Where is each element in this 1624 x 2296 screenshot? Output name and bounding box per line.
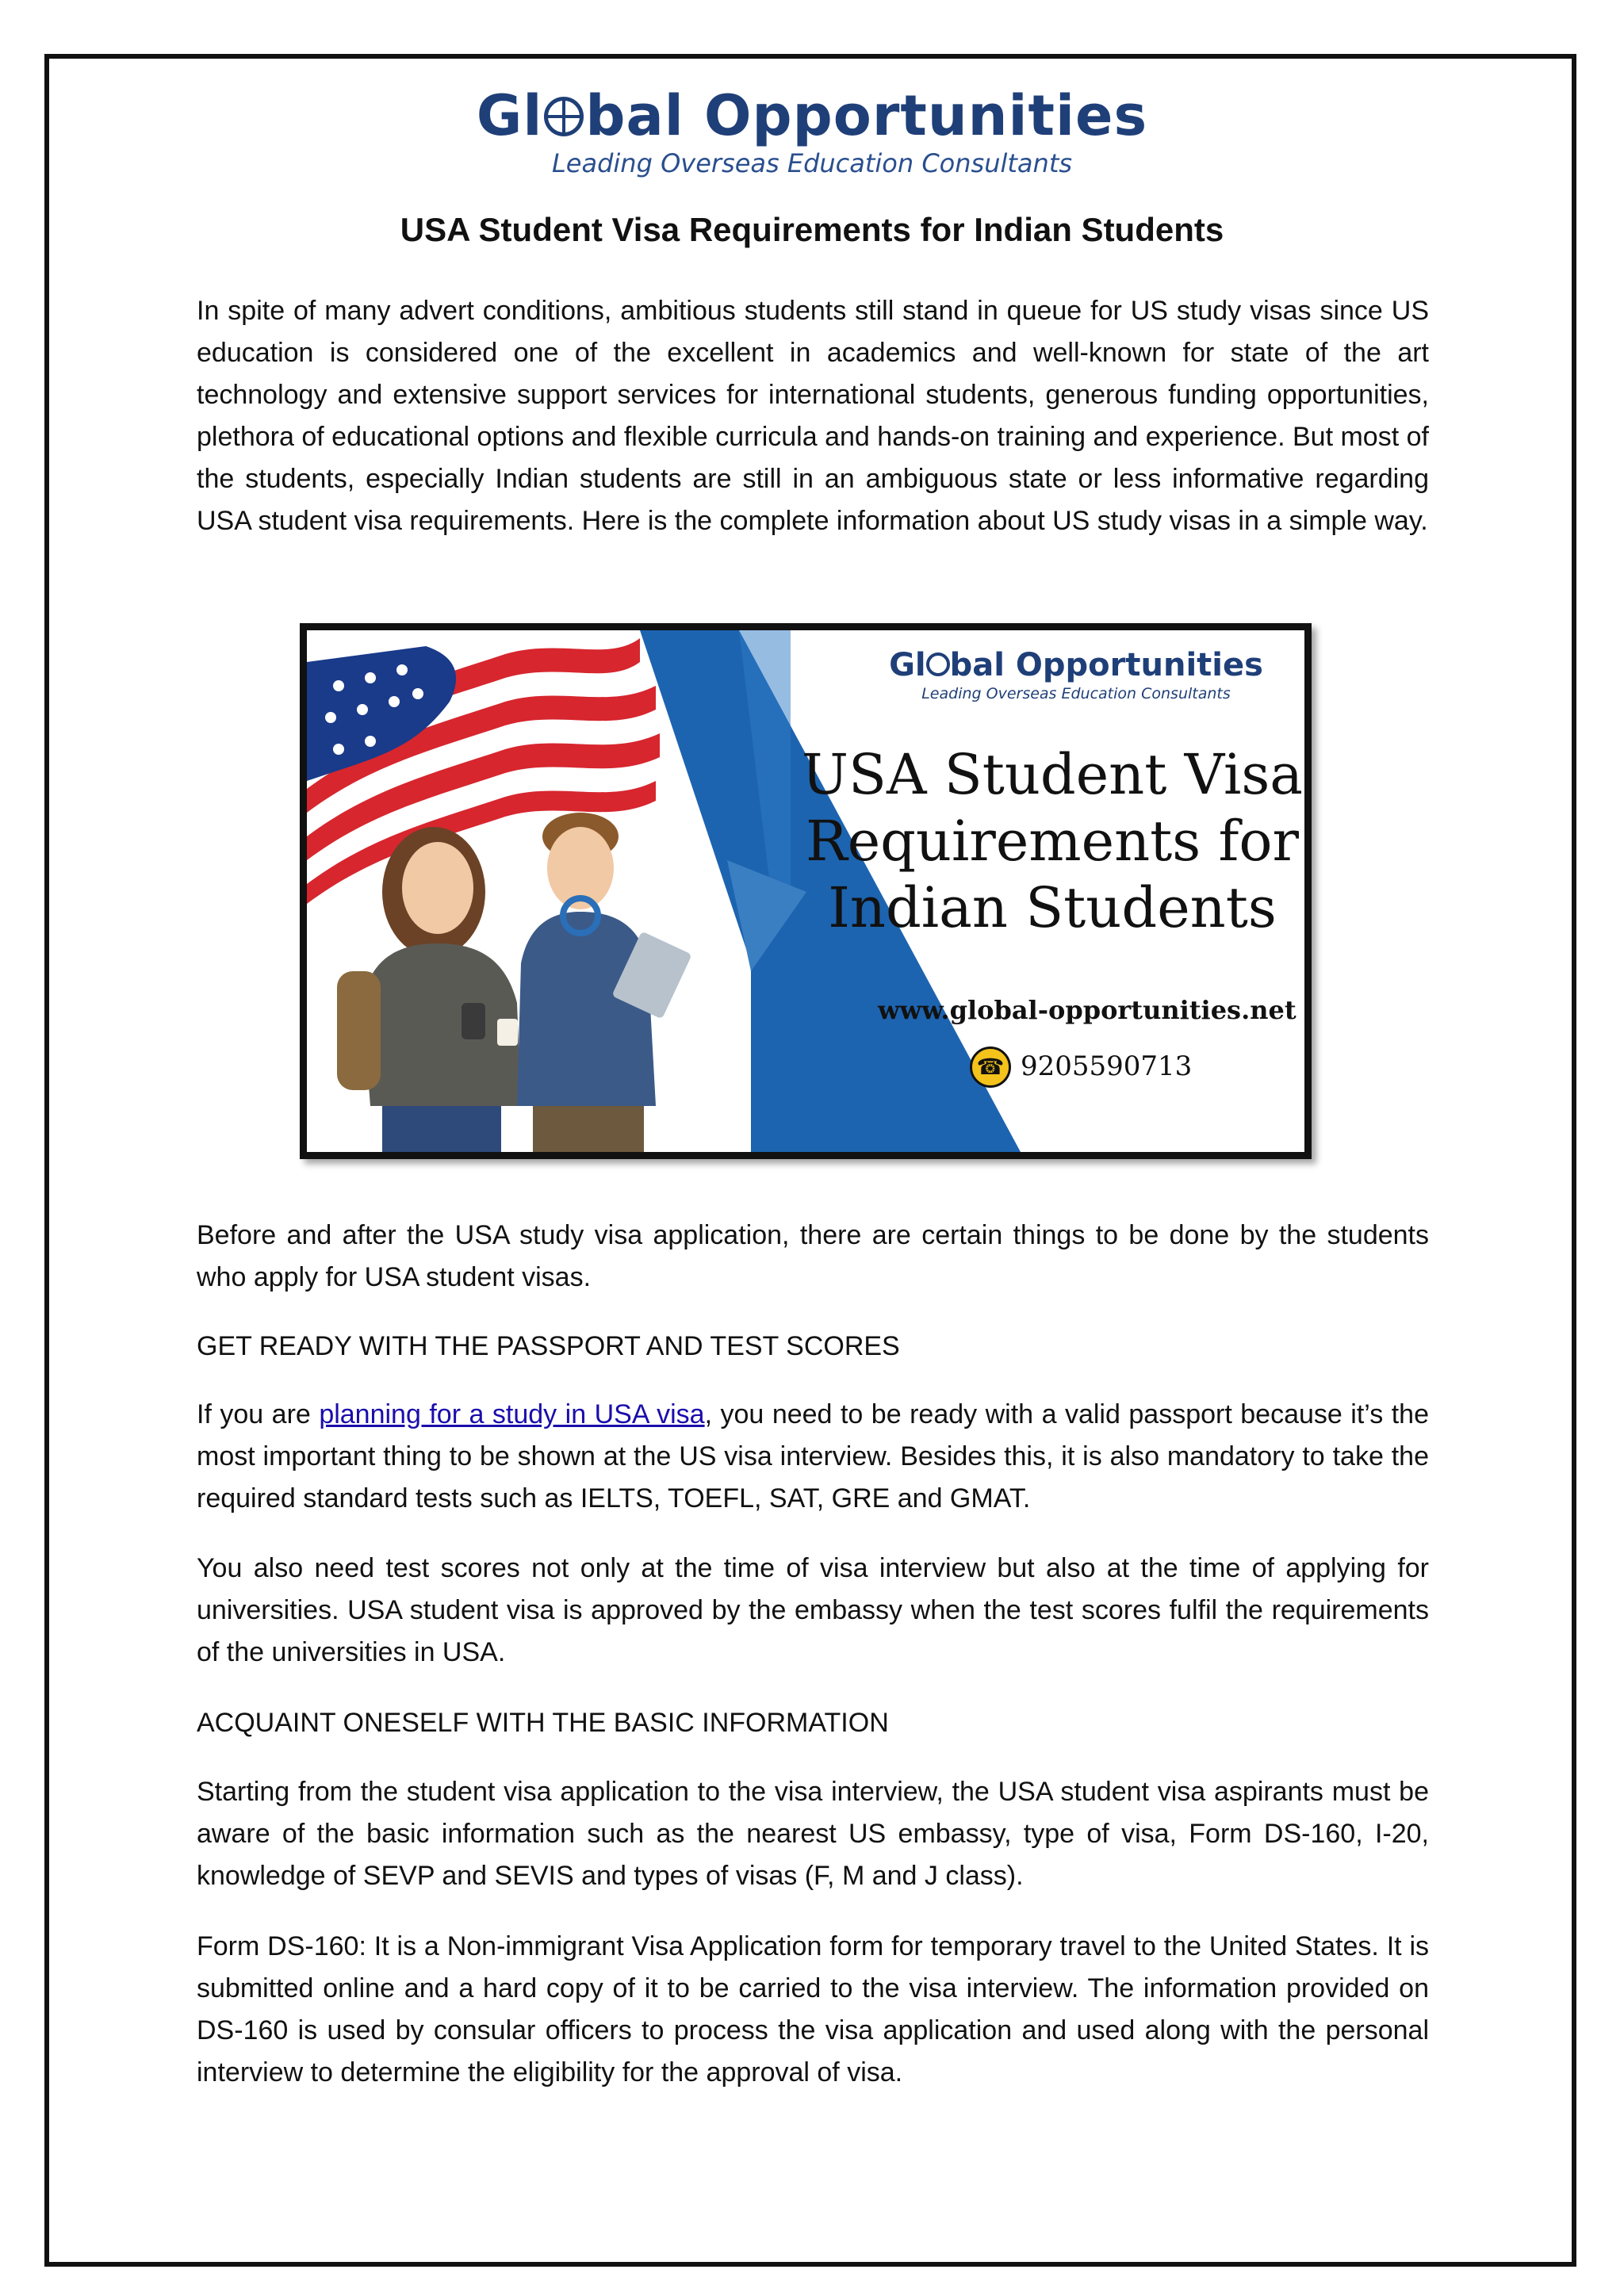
banner-headline [791, 741, 1312, 941]
intro-paragraph: In spite of many advert conditions, ambitious students still stand in queue for US study visas since US education is considered one of the excellent in academics and well-known for state of the art technology and extensive support services for international students, generous funding opportunities, plethora of educational options and flexible curricula and hands-on training and experience. But most of the students, especially Indian students are still in an ambiguous state or less informative regarding USA student visa requirements. Here is the complete information about US study visas in a simple way. [197, 296, 1429, 536]
female-student-figure [337, 827, 521, 1152]
basic-information-paragraph: Starting from the student visa application to the visa interview, the USA student visa aspirants must be aware of the basic information such as the nearest US embassy, type of visa, Form DS-160, I-20, knowledge of SEVP and SEVIS and types of visas (F, M and J class). [197, 1777, 1429, 1891]
banner-logo-wordmark: Gl bal Opportunities [889, 647, 1263, 683]
phone-icon: ☎ [970, 1047, 1011, 1088]
heading-passport: GET READY WITH THE PASSPORT AND TEST SCORES [197, 1331, 900, 1361]
banner-website: www.global-opportunities.net [878, 995, 1297, 1025]
passport-paragraph: If you are planning for a study in USA visa, you need to be ready with a valid passport because it’s the most important thing to be shown at the US visa interview. Besides this, it is also mandatory to take the required standard tests such as IELTS, TOEFL, SAT, GRE and GMAT. [197, 1399, 1429, 1513]
banner-logo [878, 646, 1274, 703]
ds160-paragraph: Form DS-160: It is a Non-immigrant Visa Application form for temporary travel to the United States. It is submitted online and a hard copy of it to be carried to the visa interview. The information provided on DS-160 is used by consular officers to process the visa application and used along with the personal interview to determine the eligibility for the approval of visa. [197, 1931, 1429, 2087]
test-scores-paragraph: You also need test scores not only at the time of visa interview but also at the time of applying for universities. USA student visa is approved by the embassy when the test scores fulfil the requirements of the universities in USA. [197, 1553, 1429, 1667]
study-in-usa-visa-link[interactable]: planning for a study in USA visa [319, 1399, 705, 1429]
logo-tagline: Leading Overseas Education Consultants [551, 148, 1073, 178]
banner-headline-line-1: USA Student Visa [802, 742, 1303, 807]
banner-headline-line-2: Requirements for [805, 809, 1299, 874]
before-after-paragraph: Before and after the USA study visa application, there are certain things to be done by the students who apply for USA student visas. [197, 1220, 1429, 1292]
globe-icon [544, 97, 584, 136]
banner-phone: 9205590713 [1021, 1050, 1193, 1082]
banner-globe-icon [926, 652, 950, 676]
page-title: USA Student Visa Requirements for Indian Students [400, 211, 1224, 248]
banner-logo-tagline: Leading Overseas Education Consultants [921, 685, 1231, 702]
male-student-figure [517, 813, 692, 1152]
global-opportunities-logo [0, 82, 1624, 179]
banner-image [300, 623, 1312, 1159]
heading-basic-information: ACQUAINT ONESELF WITH THE BASIC INFORMATION [197, 1708, 889, 1738]
banner-headline-line-3: Indian Students [828, 875, 1277, 940]
logo-wordmark: Gl bal Opportunities [476, 83, 1148, 148]
